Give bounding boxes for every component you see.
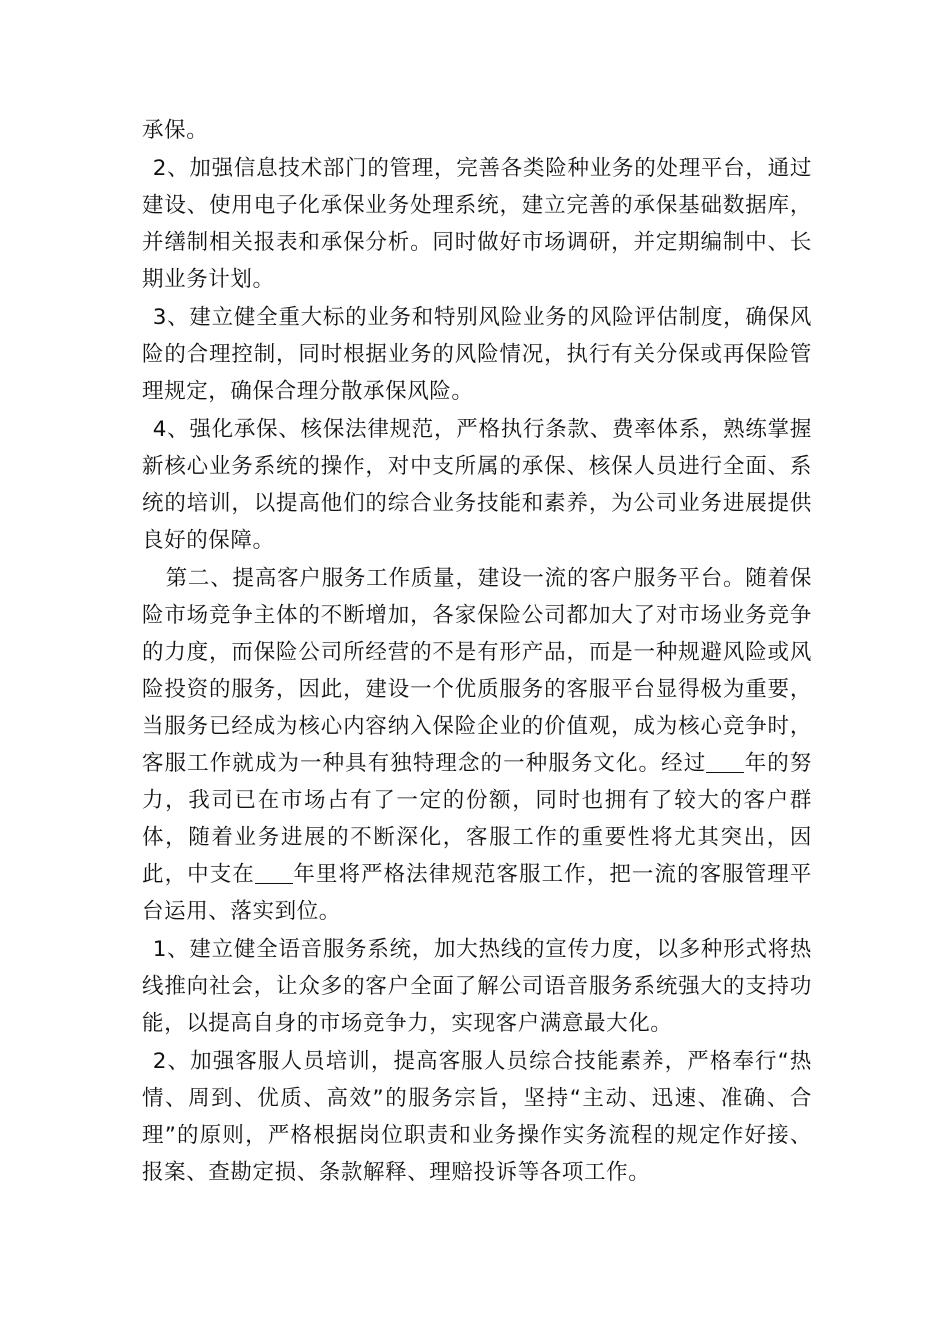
paragraph-item-2: 2、加强信息技术部门的管理，完善各类险种业务的处理平台，通过建设、使用电子化承保业务处理系统，建立完善的承保基础数据库，并缮制相关报表和承保分析。同时做好市场调研，并定期编制中、长期业务计划。	[142, 156, 812, 292]
document-body	[142, 112, 812, 1191]
section-two-text-3: 年里将严格法律规范客服工作，把一流的客服管理平台运用、落实到位。	[142, 862, 812, 924]
paragraph-section-two	[142, 560, 812, 930]
blank-year-1	[706, 751, 744, 774]
paragraph-item-3: 3、建立健全重大标的业务和特别风险业务的风险评估制度，确保风险的合理控制，同时根据业务的风险情况，执行有关分保或再保险管理规定，确保合理分散承保风险。	[142, 305, 812, 404]
paragraph-continuation: 承保。	[142, 118, 209, 143]
section-two-text-1: 第二、提高客户服务工作质量，建设一流的客户服务平台。随着保险市场竞争主体的不断增加，各家保险公司都加大了对市场业务竞争的力度，而保险公司所经营的不是有形产品，而是一种规避风险或风险投资的服务，因此，建设一个优质服务的客服平台显得极为重要，当服务已经成为核心内容纳入保险企业的价值观，成为核心竞争时，客服工作就成为一种具有独特理念的一种服务文化。经过	[142, 566, 812, 776]
paragraph-service-item-2: 2、加强客服人员培训，提高客服人员综合技能素养，严格奉行“热情、周到、优质、高效”的服务宗旨，坚持“主动、迅速、准确、合理”的原则，严格根据岗位职责和业务操作实务流程的规定作好接、报案、查勘定损、条款解释、理赔投诉等各项工作。	[142, 1049, 812, 1185]
blank-year-2	[255, 862, 293, 885]
section-two-text-2: 年的努力，我司已在市场占有了一定的份额，同时也拥有了较大的客户群体，随着业务进展的不断深化，客服工作的重要性将尤其突出，因此，中支在	[142, 751, 812, 887]
paragraph-service-item-1: 1、建立健全语音服务系统，加大热线的宣传力度，以多种形式将热线推向社会，让众多的客户全面了解公司语音服务系统强大的支持功能，以提高自身的市场竞争力，实现客户满意最大化。	[142, 937, 812, 1036]
paragraph-item-4: 4、强化承保、核保法律规范，严格执行条款、费率体系，熟练掌握新核心业务系统的操作，对中支所属的承保、核保人员进行全面、系统的培训，以提高他们的综合业务技能和素养，为公司业务进展提供良好的保障。	[142, 417, 812, 553]
